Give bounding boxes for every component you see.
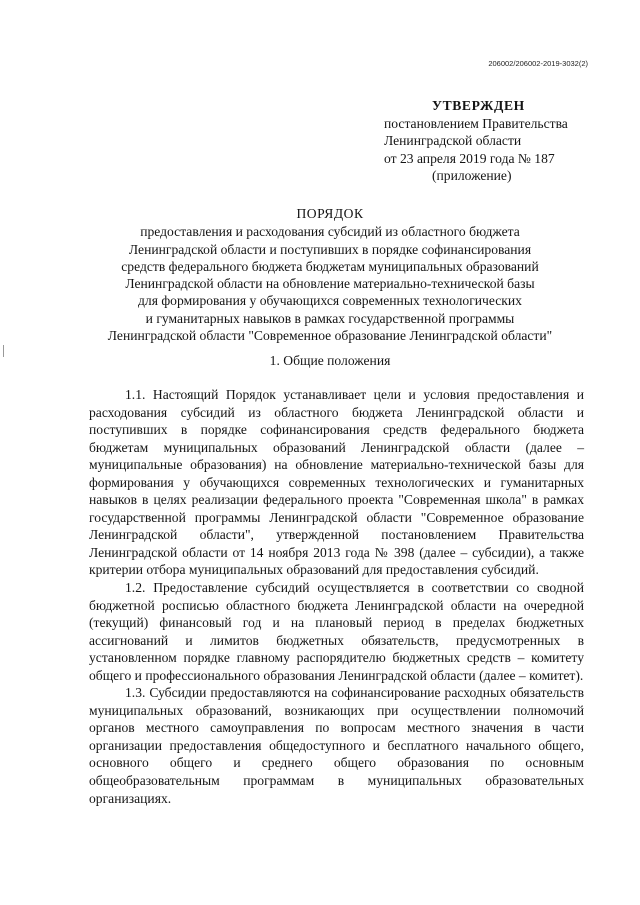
subtitle-line: для формирования у обучающихся современных технологических (138, 293, 522, 309)
subtitle-line: средств федерального бюджета бюджетам муниципальных образований (121, 258, 539, 274)
approval-line: Ленинградской области (384, 133, 522, 149)
approval-line: постановлением Правительства (384, 115, 568, 131)
approval-heading: УТВЕРЖДЕН (432, 98, 525, 113)
approval-line: от 23 апреля 2019 года № 187 (384, 150, 555, 166)
margin-mark (3, 345, 4, 357)
approval-block (384, 97, 614, 185)
subtitle-line: и гуманитарных навыков в рамках государственной программы (145, 310, 515, 326)
approval-note: (приложение) (432, 168, 512, 184)
document-code: 206002/206002-2019-3032(2) (488, 59, 588, 68)
document-title-block (80, 205, 580, 344)
subtitle-line: Ленинградской области "Современное образование Ленинградской области" (107, 328, 553, 344)
subtitle-line: предоставления и расходования субсидий из областного бюджета (140, 224, 520, 240)
document-body (89, 386, 584, 807)
subtitle-line: Ленинградской области на обновление материально-технической базы (125, 276, 535, 292)
paragraph: 1.2. Предоставление субсидий осуществляется в соответствии со сводной бюджетной росписью областного бюджета Ленинградской области на очередной (текущий) финансовый год и на плановый период в пределах бюджетных ассигнований и лимитов бюджетных обязательств, предусмотренных в установленном порядке главному распорядителю бюджетных средств – комитету общего и профессионального образования Ленинградской области (далее – комитет). (89, 580, 584, 683)
section-heading: 1. Общие положения (269, 353, 391, 368)
document-title: ПОРЯДОК (296, 206, 364, 221)
paragraph: 1.3. Субсидии предоставляются на софинансирование расходных обязательств муниципальных образований, возникающих при осуществлении полномочий органов местного самоуправления по вопросам местного значения в части организации предоставления общедоступного и бесплатного начального общего, основного общего и среднего общего образования по основным общеобразовательным программам в муниципальных образовательных организациях. (89, 685, 584, 806)
paragraph: 1.1. Настоящий Порядок устанавливает цели и условия предоставления и расходования субсидий из областного бюджета Ленинградской области и поступивших в порядке софинансирования средств федерального бюджета бюджетам муниципальных образований Ленинградской области (далее – муниципальные образования) на обновление материально-технической базы для формирования у обучающихся современных технологических и гуманитарных навыков в целях реализации федерального проекта "Современная школа" в рамках государственной программы Ленинградской области "Современное образование Ленинградской области", утвержденной постановлением Правительства Ленинградской области от 14 ноября 2013 года № 398 (далее – субсидии), а также критерии отбора муниципальных образований для предоставления субсидий. (89, 387, 584, 578)
subtitle-line: Ленинградской области и поступивших в порядке софинансирования (128, 241, 532, 257)
